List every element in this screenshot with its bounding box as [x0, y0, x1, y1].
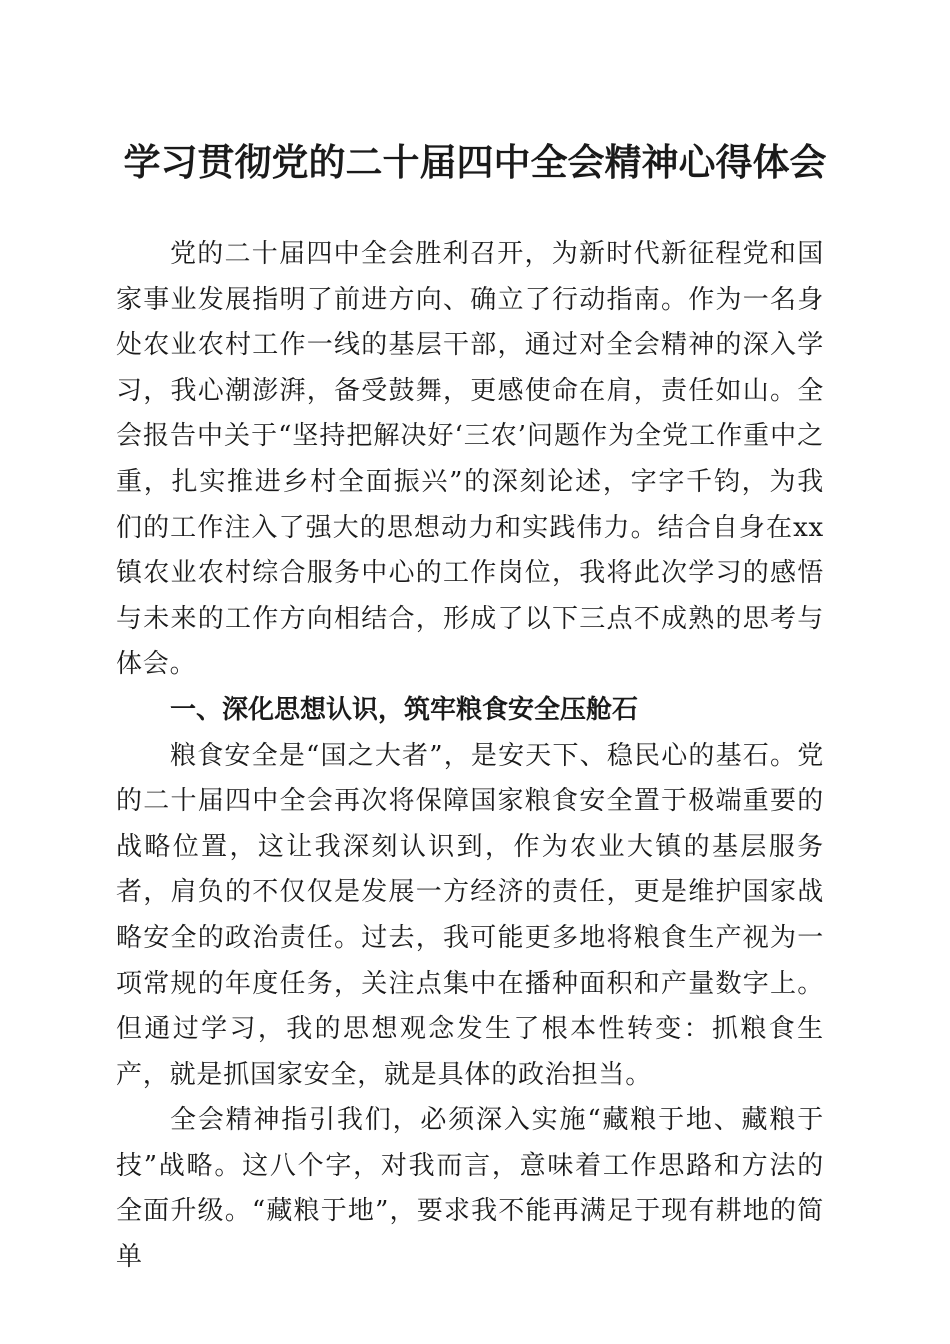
document-body	[116, 232, 824, 1281]
section-1-paragraph-2: 全会精神指引我们，必须深入实施“藏粮于地、藏粮于技”战略。这八个字，对我而言，意味着工作思路和方法的全面升级。“藏粮于地”，要求我不能再满足于现有耕地的简单	[116, 1105, 824, 1273]
section-heading-1: 一、深化思想认识，筑牢粮食安全压舱石	[170, 694, 639, 725]
section-1-paragraph-1: 粮食安全是“国之大者”，是安天下、稳民心的基石。党的二十届四中全会再次将保障国家粮食安全置于极端重要的战略位置，这让我深刻认识到，作为农业大镇的基层服务者，肩负的不仅仅是发展一方经济的责任，更是维护国家战略安全的政治责任。过去，我可能更多地将粮食生产视为一项常规的年度任务，关注点集中在播种面积和产量数字上。但通过学习，我的思想观念发生了根本性转变：抓粮食生产，就是抓国家安全，就是具体的政治担当。	[116, 740, 824, 1090]
document-title: 学习贯彻党的二十届四中全会精神心得体会	[123, 140, 827, 184]
intro-paragraph: 党的二十届四中全会胜利召开，为新时代新征程党和国家事业发展指明了前进方向、确立了行动指南。作为一名身处农业农村工作一线的基层干部，通过对全会精神的深入学习，我心潮澎湃，备受鼓舞，更感使命在肩，责任如山。全会报告中关于“坚持把解决好‘三农’问题作为全党工作重中之重，扎实推进乡村全面振兴”的深刻论述，字字千钧，为我们的工作注入了强大的思想动力和实践伟力。结合自身在xx镇农业农村综合服务中心的工作岗位，我将此次学习的感悟与未来的工作方向相结合，形成了以下三点不成熟的思考与体会。	[116, 239, 824, 680]
